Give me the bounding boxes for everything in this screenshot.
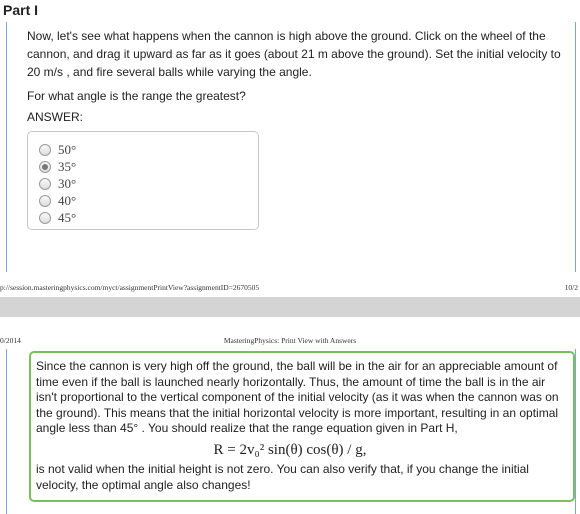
radio-button[interactable] [39,212,51,224]
radio-button-selected[interactable] [39,161,51,173]
part-title: Part I [3,2,39,18]
feedback-text-continued: is not valid when the initial height is not zero. You can also verify that, if you change the initial velocity, the optimal angle also changes! [36,462,529,492]
print-header-date: 0/2014 [0,336,21,345]
option-label: 50° [58,142,77,157]
question-text: For what angle is the range the greatest? [27,89,246,103]
radio-button[interactable] [39,195,51,207]
option-45[interactable] [39,210,76,226]
option-label: 40° [58,193,77,208]
answer-label: ANSWER: [27,110,84,124]
option-label: 30° [58,176,77,191]
feedback-text: Since the cannon is very high off the ground, the ball will be in the air for an appreciable amount of time even if the ball is launched nearly horizontally. Thus, the amount of time the ball is in the air isn't proportional to the vertical component of the initial velocity (as it was when the cannon was on the ground). This means that the initial horizontal velocity is more important, resulting in an optimal angle less than 45° . You should realize that the range equation given in Part H, [36,359,559,435]
option-label: 35° [58,159,77,174]
range-equation: R = 2v₀² sin(θ) cos(θ) / g, [213,442,367,458]
print-header-title: MasteringPhysics: Print View with Answers [223,336,357,345]
option-label: 45° [58,210,77,225]
container-border-left [6,349,7,514]
option-40[interactable] [39,193,76,209]
option-35[interactable] [39,159,76,175]
answer-options [27,131,259,230]
container-border-right [575,349,576,514]
print-footer-url: p://session.masteringphysics.com/myct/assignmentPrintView?assignmentID=2670505 [0,283,260,292]
option-30[interactable] [39,176,76,192]
page-break [0,297,580,317]
option-50[interactable] [39,142,76,158]
radio-button[interactable] [39,144,51,156]
print-footer-page: 10/2 [564,283,578,292]
radio-button[interactable] [39,178,51,190]
instructions-text: Now, let's see what happens when the cannon is high above the ground. Click on the wheel of the cannon, and drag it upward as far as it goes (about 21 m above the ground). Set the initial velocity to 20 m/s , and fire several balls while varying the angle. [27,29,561,79]
